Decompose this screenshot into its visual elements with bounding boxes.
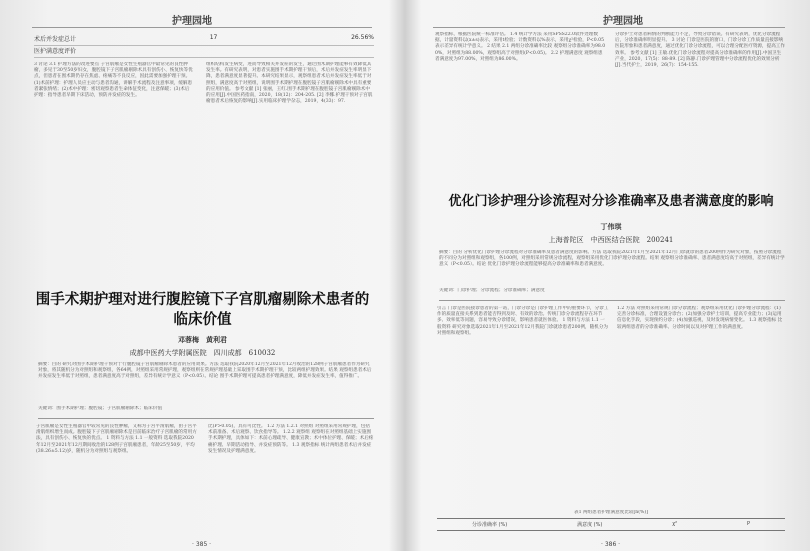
page-header: 护理园地 [603, 16, 643, 27]
abstract-rule [439, 300, 785, 301]
table-header-cell: 分诊准确率 (%) [471, 522, 508, 528]
right-page [405, 0, 810, 551]
body-text-column: 引言 门诊是医院接诊患者的第一站，门诊分诊是门诊护理工作中的重要环节，分诊工作的质量直接关系到患者能否得到及时、有效的诊治。传统门诊分诊流程存在环节多、效率低等问题，容易导致分诊错误，影响患者就医体验。 1 资料与方法 1.1 一般资料 研究对象选取2021年1月至2021年12月我院门诊就诊患者200例，随机分为对照组和观察组。 [437, 306, 609, 336]
article-keywords: 关键词：围手术期护理；腹腔镜；子宫肌瘤剔除术；临床价值 [38, 406, 163, 411]
article-affiliation: 上海普陀区 中西医结合医院 200241 [548, 236, 674, 244]
body-text-column: 观察指标，根据医院统一标准评估。 1.4 统计学方法 采用SPSS22.0软件处理数据，计量资料以(x±s)表示，采用t检验；计数资料以%表示，采用χ²检验，P<0.05表示差异有统计学意义。 2 结果 2.1 两组分诊准确率比较 观察组分诊准确率为98.00%，对照组为88.00%，观察组高于对照组(P<0.05)。 2.2 护理满意度 观察组患者满意度为97.00%，对照组为86.00%。 [435, 32, 606, 62]
table-rule [437, 518, 785, 519]
table-caption: 表1 两组患者护理满意度比较[n(%)] [573, 510, 648, 515]
table-cell: 术后并发症总计 [34, 36, 77, 43]
page-number: · 386 · [601, 541, 621, 548]
article-title: 围手术期护理对进行腹腔镜下子宫肌瘤剔除术患者的临床价值 [35, 292, 370, 328]
body-text-column: 分诊护士对患者病情的判断能力不足，导致分诊错误。有研究表明，优化分诊流程后，分诊准确率明显提升。 3 讨论 门诊是医院的窗口，门诊分诊工作质量直接影响医院形象和患者满意度，通过优化门诊分诊流程，可以合理分配医疗资源，提高工作效率。 参考文献 [1] 王敏.优化门诊分诊流程对提高分诊准确率的作用[J].中国卫生产业，2020，17(5)：88-89. [2] 陈静.门诊护理管理中分诊流程优化的效果分析[J].当代护士，2019，26(7)：154-155. [615, 32, 785, 69]
article-title: 优化门诊护理分诊流程对分诊准确率及患者满意度的影响 [448, 194, 774, 209]
article-affiliation: 成都中医药大学附属医院 四川成都 610032 [129, 349, 276, 357]
article-abstract: 摘要：目的 研究对围手术期护理干预对于行腹腔镜子宫肌瘤剔除术患者的应用效果。方法 选取我院2020年12月至2021年12月收治的128例子宫肌瘤患者作为研究对象，将其随机分为对照组和观察组，各64例，对照组采用常规护理，观察组则在常规护理基础上采取围手术期护理干预，比较两组护理效果。结果 观察组患者术后并发症发生率低于对照组，患者满意度高于对照组，差异有统计学意义（P<0.05）。结论 围手术期护理可提高患者护理满意度，降低并发症发生率，值得推广。 [38, 362, 372, 380]
table-cell: 17 [209, 34, 218, 41]
body-text-column: 子宫肌瘤是女性生殖器官中较常见的良性肿瘤，又称为子宫平滑肌瘤，由子宫平滑肌组织增生而成。腹腔镜下子宫肌瘤剔除术是目前临床治疗子宫肌瘤的常用方法，具有创伤小、恢复快的优点。 1 资料与方法 1.1 一般资料 选取我院2020年12月至2021年12月期间收治的128例子宫肌瘤患者，年龄25至50岁，平均(38.26±5.12)岁，随机分为对照组与观察组。 [36, 424, 197, 454]
body-text-column: 3 讨论 3.1 护理方法的改进要点 子宫肌瘤是女性生殖器官中最常见的良性肿瘤，多见于30至50岁妇女，腹腔镜下子宫肌瘤剔除术具有创伤小、恢复快等优点，但患者在围术期仍存在焦虑、疼痛等不良反应，因此需要加强护理干预。(1)术前护理：护理人员应主动与患者沟通，讲解手术流程及注意事项，缓解患者紧张情绪；(2)术中护理：密切观察患者生命体征变化，注意保暖；(3)术后护理：指导患者早期下床活动，预防并发症的发生。 [34, 62, 193, 99]
table-cell: 医护满意度评价 [34, 48, 77, 55]
header-rule [32, 27, 372, 28]
result-table [34, 34, 374, 58]
table-header-cell: 满意度 (%) [577, 522, 603, 528]
page-header: 护理园地 [172, 16, 212, 27]
table-header-cell: χ² [672, 521, 678, 527]
abstract-rule [38, 418, 374, 419]
page-number: · 385 · [192, 541, 212, 548]
article-abstract: 摘要：目的 分析优化门诊护理分诊流程对分诊准确率及患者满意度的影响。方法 选取我院2021年1月至2021年12月门诊就诊的患者200例作为研究对象，按照分诊流程的不同分为对照组和观察组，各100例，对照组采用常规分诊流程，观察组采用优化门诊护理分诊流程。结果 观察组分诊准确率、患者满意度均高于对照组，差异有统计学意义（P<0.05）。结论 优化门诊护理分诊流程能够提高分诊准确率和患者满意度。 [439, 250, 785, 268]
body-text-column: 比(P>0.05)，具有可比性。 1.2 方法 1.2.1 对照组 对照组采用常规护理，包括术前准备、术后观察、饮食指导等。 1.2.2 观察组 观察组在对照组基础上实施围手术期护理，具体如下：术前心理疏导、健康宣教；术中体位护理、保暖；术后疼痛护理、早期活动指导、并发症预防等。 1.3 观察指标 统计两组患者术后并发症发生情况及护理满意度。 [208, 424, 374, 454]
body-text-column: 组织结构发生病变，进而导致相关并发症的发生，通过围术期护理能够有效降低其发生率。有研究表明，对患者实施围手术期护理干预后，术后并发症发生率明显下降，患者满意度显著提升。本研究结果显示，观察组患者术后并发症发生率低于对照组，满意度高于对照组，说明围手术期护理在腹腔镜子宫肌瘤剔除术中具有重要的应用价值。 参考文献 [1] 张丽，王红.围手术期护理在腹腔镜子宫肌瘤剔除术中的应用[J].中国医药指南，2020，18(12)：204-205. [2] 李娜.护理干预对子宫肌瘤患者术后恢复的影响[J].实用临床护理学杂志，2019，4(33)：97. [206, 62, 373, 105]
table-header-cell: P [747, 521, 751, 527]
table-rule [437, 530, 785, 531]
article-authors: 邓蓉梅 黄利君 [178, 335, 227, 344]
article-author: 丁伟琪 [600, 222, 622, 231]
header-rule [433, 27, 785, 28]
body-text-column: 1.2 方法 对照组采用常规门诊分诊流程；观察组采用优化门诊护理分诊流程：(1)完善分诊标准，合理设置分诊台；(2)加强分诊护士培训，提高专业能力；(3)运用信息化手段，实现预约分诊；(4)加强巡视，及时发现病情变化。 1.3 观察指标 比较两组患者的分诊准确率、分诊时间以及对护理工作的满意度。 [617, 306, 783, 330]
article-keywords: 关键词：门诊护理；分诊流程；分诊准确率；满意度 [439, 288, 545, 293]
table-cell: 26.56% [351, 34, 374, 41]
table-row [34, 34, 374, 46]
table-row [34, 46, 374, 58]
table-header-row [437, 521, 785, 528]
